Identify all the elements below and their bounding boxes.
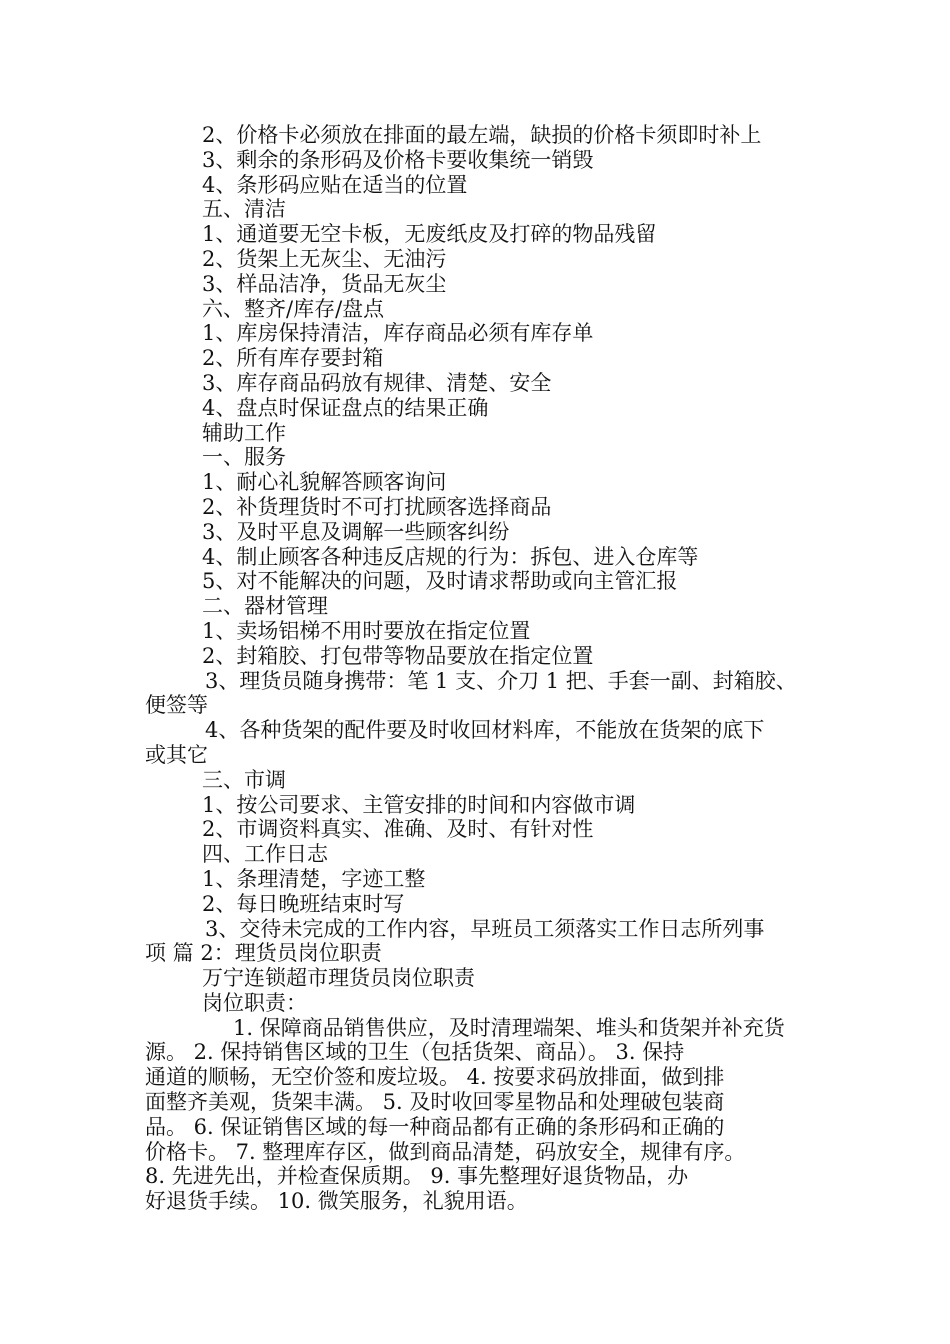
section-heading: 三、市调 [202, 767, 286, 792]
section-heading: 一、服务 [202, 445, 286, 470]
section-heading: 五、清洁 [202, 197, 286, 222]
section-heading: 岗位职责： [202, 990, 307, 1015]
text-line: 1、按公司要求、主管安排的时间和内容做市调 [202, 792, 636, 817]
document-body [145, 123, 820, 1214]
text-line: 2、每日晚班结束时写 [202, 891, 405, 916]
text-line: 品。 6. 保证销售区域的每一种商品都有正确的条形码和正确的 [145, 1114, 725, 1139]
text-line: 3、库存商品码放有规律、清楚、安全 [202, 370, 552, 395]
text-line: 3、剩余的条形码及价格卡要收集统一销毁 [202, 147, 594, 172]
text-line: 1. 保障商品销售供应，及时清理端架、堆头和货架并补充货 [233, 1015, 785, 1040]
text-line: 2、封箱胶、打包带等物品要放在指定位置 [202, 643, 594, 668]
text-line: 1、库房保持清洁，库存商品必须有库存单 [202, 321, 594, 346]
text-line: 源。 2. 保持销售区域的卫生（包括货架、商品）。 3. 保持 [145, 1040, 685, 1065]
section-heading: 六、整齐/库存/盘点 [202, 296, 385, 321]
text-line: 好退货手续。 10. 微笑服务，礼貌用语。 [145, 1189, 528, 1214]
text-line: 通道的顺畅，无空价签和废垃圾。 4. 按要求码放排面，做到排 [145, 1065, 725, 1090]
text-line: 1、条理清楚，字迹工整 [202, 866, 426, 891]
text-line: 3、及时平息及调解一些顾客纠纷 [202, 519, 510, 544]
text-line: 1、耐心礼貌解答顾客询问 [202, 470, 447, 495]
text-line: 1、卖场铝梯不用时要放在指定位置 [202, 618, 531, 643]
text-line: 2、补货理货时不可打扰顾客选择商品 [202, 494, 552, 519]
text-line: 4、盘点时保证盘点的结果正确 [202, 395, 489, 420]
text-line: 2、货架上无灰尘、无油污 [202, 246, 447, 271]
section-heading: 辅助工作 [202, 420, 286, 445]
text-line: 项 篇 2：理货员岗位职责 [145, 941, 382, 966]
text-line: 2、所有库存要封箱 [202, 346, 384, 371]
text-line: 5、对不能解决的问题，及时请求帮助或向主管汇报 [202, 569, 678, 594]
text-line: 3、样品洁净，货品无灰尘 [202, 271, 447, 296]
text-line: 1、通道要无空卡板，无废纸皮及打碎的物品残留 [202, 222, 657, 247]
text-line: 或其它 [145, 742, 208, 767]
text-line: 2、价格卡必须放在排面的最左端，缺损的价格卡须即时补上 [202, 123, 762, 147]
text-line: 便签等 [145, 693, 208, 718]
text-line: 价格卡。 7. 整理库存区，做到商品清楚，码放安全，规律有序。 [145, 1139, 746, 1164]
section-heading: 四、工作日志 [202, 842, 328, 867]
text-line: 8. 先进先出，并检查保质期。 9. 事先整理好退货物品，办 [145, 1164, 689, 1189]
text-line: 面整齐美观，货架丰满。 5. 及时收回零星物品和处理破包装商 [145, 1090, 725, 1115]
text-line: 4、条形码应贴在适当的位置 [202, 172, 468, 197]
text-line: 3、理货员随身携带：笔 1 支、介刀 1 把、手套一副、封箱胶、 [205, 668, 797, 693]
text-line: 3、交待未完成的工作内容，早班员工须落实工作日志所列事 [205, 916, 765, 941]
text-line: 2、市调资料真实、准确、及时、有针对性 [202, 817, 594, 842]
text-line: 4、制止顾客各种违反店规的行为：拆包、进入仓库等 [202, 544, 699, 569]
document-title: 万宁连锁超市理货员岗位职责 [202, 966, 475, 991]
text-line: 4、各种货架的配件要及时收回材料库，不能放在货架的底下 [205, 718, 765, 743]
section-heading: 二、器材管理 [202, 594, 328, 619]
